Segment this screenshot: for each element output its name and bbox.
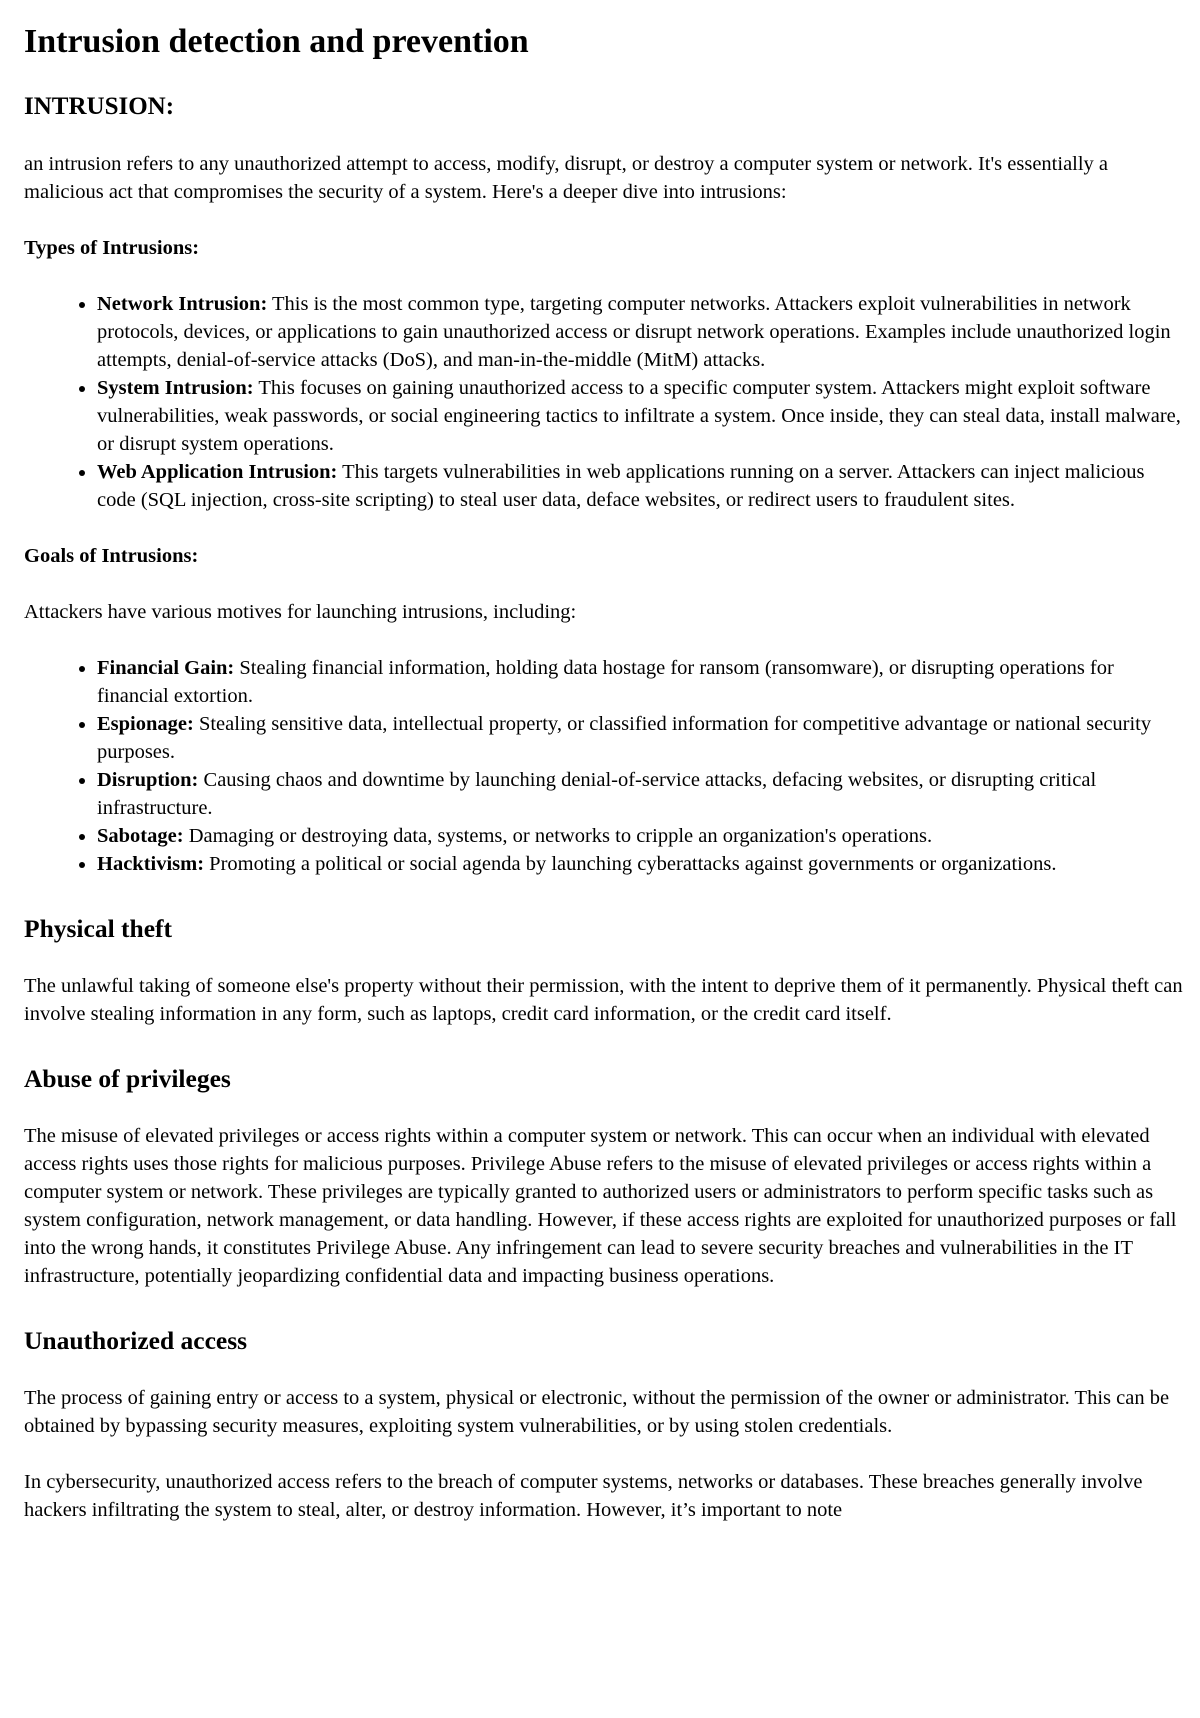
types-list — [24, 290, 1184, 514]
list-item-term: Espionage: — [97, 713, 194, 735]
list-item-term: Financial Gain: — [97, 657, 235, 679]
physical-theft-paragraph: The unlawful taking of someone else's property without their permission, with the intent to deprive them of it permanently. Physical theft can involve stealing information in any form, such as laptops, credit card information, or the credit card itself. — [24, 975, 1183, 1025]
goals-heading: Goals of Intrusions: — [24, 545, 199, 567]
unauthorized-access-paragraph-1: The process of gaining entry or access to a system, physical or electronic, without the permission of the owner or administrator. This can be obtained by bypassing security measures, exploiting system vulnerabilities, or by using stolen credentials. — [24, 1387, 1170, 1437]
list-item-term: Web Application Intrusion: — [97, 461, 338, 483]
abuse-of-privileges-paragraph: The misuse of elevated privileges or access rights within a computer system or network. This can occur when an individual with elevated access rights uses those rights for malicious purposes. Privilege Abuse refers to the misuse of elevated privileges or access rights within a computer system or network. These privileges are typically granted to authorized users or administrators to perform specific tasks such as system configuration, network management, or data handling. However, if these access rights are exploited for unauthorized purposes or fall into the wrong hands, it constitutes Privilege Abuse. Any infringement can lead to severe security breaches and vulnerabilities in the IT infrastructure, potentially jeopardizing confidential data and impacting business operations. — [24, 1125, 1177, 1287]
unauthorized-access-paragraph-2: In cybersecurity, unauthorized access refers to the breach of computer systems, networks or databases. These breaches generally involve hackers infiltrating the system to steal, alter, or destroy information. However, it’s important to note — [24, 1471, 1143, 1521]
list-item — [97, 822, 1184, 850]
list-item — [97, 458, 1184, 514]
list-item — [97, 374, 1184, 458]
goals-intro: Attackers have various motives for launching intrusions, including: — [24, 601, 577, 623]
list-item-term: Hacktivism: — [97, 853, 205, 875]
intrusion-heading: INTRUSION: — [24, 93, 175, 120]
list-item-text: This is the most common type, targeting computer networks. Attackers exploit vulnerabilities in network protocols, devices, or applications to gain unauthorized access or disrupt network operations. Examples include unauthorized login attempts, denial-of-service attacks (DoS), and man-in-the-middle (MitM) attacks. — [97, 293, 1171, 371]
list-item-text: Promoting a political or social agenda by launching cyberattacks against governments or organizations. — [204, 853, 1057, 875]
goals-list — [24, 654, 1184, 878]
abuse-of-privileges-heading: Abuse of privileges — [24, 1064, 231, 1093]
list-item-text: This targets vulnerabilities in web applications running on a server. Attackers can inject malicious code (SQL injection, cross-site scripting) to steal user data, deface websites, or redirect users to fraudulent sites. — [97, 461, 1145, 511]
list-item — [97, 654, 1184, 710]
list-item-term: Sabotage: — [97, 825, 184, 847]
unauthorized-access-heading: Unauthorized access — [24, 1326, 248, 1355]
list-item — [97, 766, 1184, 822]
list-item — [97, 710, 1184, 766]
list-item — [97, 850, 1184, 878]
page-title: Intrusion detection and prevention — [24, 23, 529, 60]
list-item-text: Causing chaos and downtime by launching denial-of-service attacks, defacing websites, or disrupting critical infrastructure. — [97, 769, 1097, 819]
list-item-term: System Intrusion: — [97, 377, 254, 399]
list-item-text: This focuses on gaining unauthorized access to a specific computer system. Attackers might exploit software vulnerabilities, weak passwords, or social engineering tactics to infiltrate a system. Once inside, they can steal data, install malware, or disrupt system operations. — [97, 377, 1181, 455]
list-item-term: Network Intrusion: — [97, 293, 268, 315]
physical-theft-heading: Physical theft — [24, 914, 173, 943]
types-heading: Types of Intrusions: — [24, 237, 200, 259]
list-item-text: Stealing financial information, holding data hostage for ransom (ransomware), or disrupting operations for financial extortion. — [97, 657, 1114, 707]
document-page — [0, 22, 1200, 1524]
list-item — [97, 290, 1184, 374]
intro-paragraph: an intrusion refers to any unauthorized attempt to access, modify, disrupt, or destroy a computer system or network. It's essentially a malicious act that compromises the security of a system. Here's a deeper dive into intrusions: — [24, 153, 1109, 203]
list-item-text: Damaging or destroying data, systems, or networks to cripple an organization's operations. — [183, 825, 933, 847]
list-item-text: Stealing sensitive data, intellectual property, or classified information for competitive advantage or national security purposes. — [97, 713, 1152, 763]
list-item-term: Disruption: — [97, 769, 199, 791]
